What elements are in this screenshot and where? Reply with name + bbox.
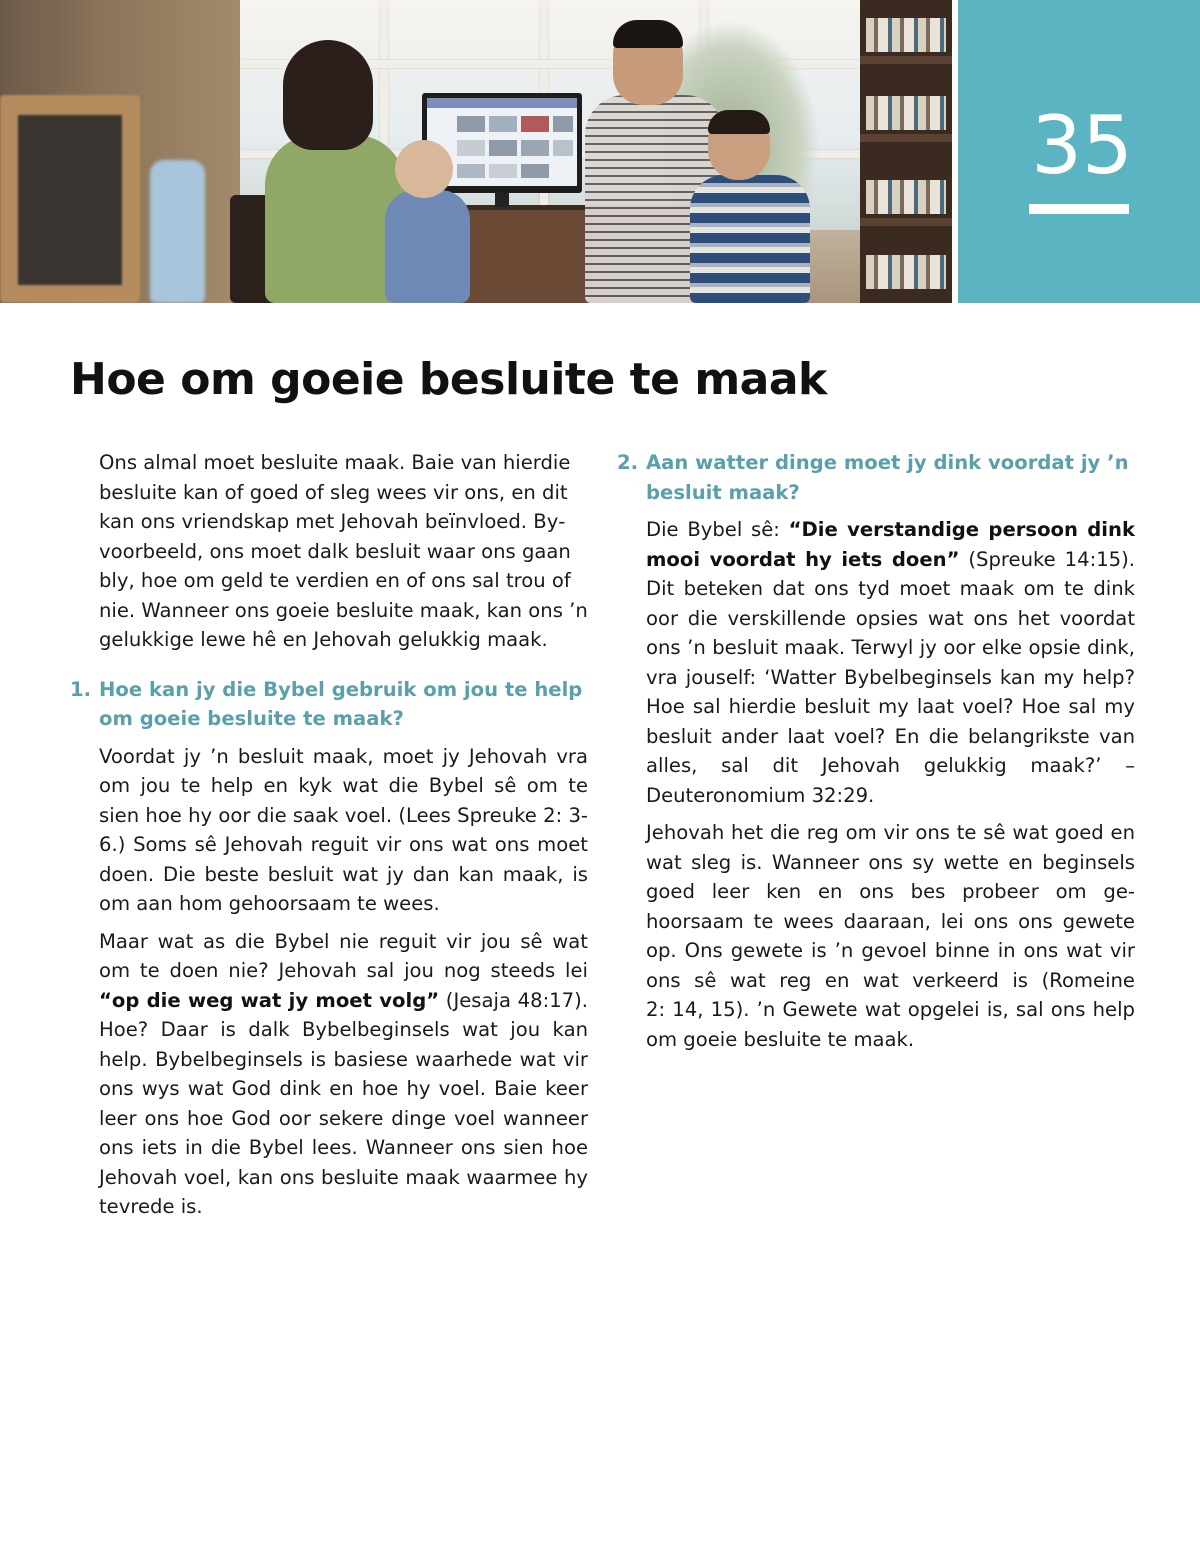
q2-p1-text-a: Die Bybel sê: [646,518,789,541]
question-1-text: Hoe kan jy die Bybel gebruik om jou te help om goeie besluite te maak? [99,677,583,730]
photo-baby-bottle [150,160,205,303]
photo-picture-frame [0,95,140,303]
question-2-paragraph-2: Jehovah het die reg om vir ons te sê wat goed en wat sleg is. Wanneer ons sy wette en beginsels goed leer ken en ons bes probeer om gehoorsaam te wees daaraan, lei ons ons gewete op. Ons gewete is ’n gevoel binne in ons wat vir ons sê wat reg en wat verkeerd is (Romeine 2: 14, 15). ’n Gewete wat opgelei is, sal ons help om goeie besluite te maak. [646,821,1135,1051]
photo-baby [385,140,475,303]
question-1-paragraph-2 [70,927,588,1222]
photo-bookshelf [860,0,952,303]
question-1 [70,675,588,734]
question-1-number: 1. [70,677,92,701]
intro-paragraph: Ons almal moet besluite maak. Baie van hierdie besluite kan of goed of sleg wees vir ons, en dit kan ons vriendskap met Jehovah beïnvloed. Byvoorbeeld, ons moet dalk besluit waar ons gaan bly, hoe om geld te verdien en of ons sal trou of nie. Wanneer ons goeie besluite maak, kan ons ’n gelukkige lewe hê en Jehovah gelukkig maak. [99,451,588,651]
question-2-number: 2. [617,451,639,474]
left-column [70,448,588,1230]
page-title: Hoe om goeie besluite te maak [70,354,827,405]
header-photo [0,0,952,303]
photo-boy [690,110,810,303]
lesson-number: 35 [1031,99,1133,192]
q1-p2-text-a: Maar wat as die Bybel nie reguit vir jou sê wat om te doen nie? Jehovah sal jou nog steeds lei [99,929,588,982]
question-1-paragraph-1: Voordat jy ’n besluit maak, moet jy Jehovah vra om jou te help en kyk wat die Bybel sê om te sien hoe hy oor die saak voel. (Lees Spreuke 2: 3-6.) Soms sê Jehovah reguit vir ons wat ons moet doen. Die beste besluit wat jy dan kan maak, is om aan hom gehoorsaam te wees. [99,744,588,915]
question-2-paragraph-1 [617,515,1135,810]
lesson-number-block [958,0,1200,303]
q2-p1-text-b: (Spreuke 14:15). Dit beteken dat ons tyd moet maak om te dink oor die verskillende opsies wat ons het voordat ons ’n besluit maak. Terwyl jy oor elke opsie dink, vra jouself: ‘Watter Bybelbeginsels kan my help? Hoe sal hierdie besluit my laat voel? Hoe sal my besluit ander laat voel? En die belangrikste van alles, sal dit Jehovah gelukkig maak?’ – Deuteronomium 32:29. [646,547,1136,807]
question-2 [617,448,1135,507]
scripture-quote-spreuke: “Die verstandige persoon dink mooi voordat hy iets doen” [646,518,1135,571]
q1-p2-text-b: (Jesaja 48:17). Hoe? Daar is dalk Bybelbeginsels wat jou kan help. Bybelbeginsels is basiese waarhede wat vir ons wys wat God dink en hoe hy voel. Baie keer leer ons hoe God oor sekere dinge voel wanneer ons iets in die Bybel lees. Wanneer ons sien hoe Jehovah voel, kan ons besluite maak waarmee hy tevrede is. [99,988,588,1218]
lesson-number-underline [1029,204,1129,214]
question-2-text: Aan watter dinge moet jy dink voordat jy ’n besluit maak? [646,451,1129,504]
right-column [617,448,1135,1062]
scripture-quote-jesaja: “op die weg wat jy moet volg” [99,988,440,1012]
